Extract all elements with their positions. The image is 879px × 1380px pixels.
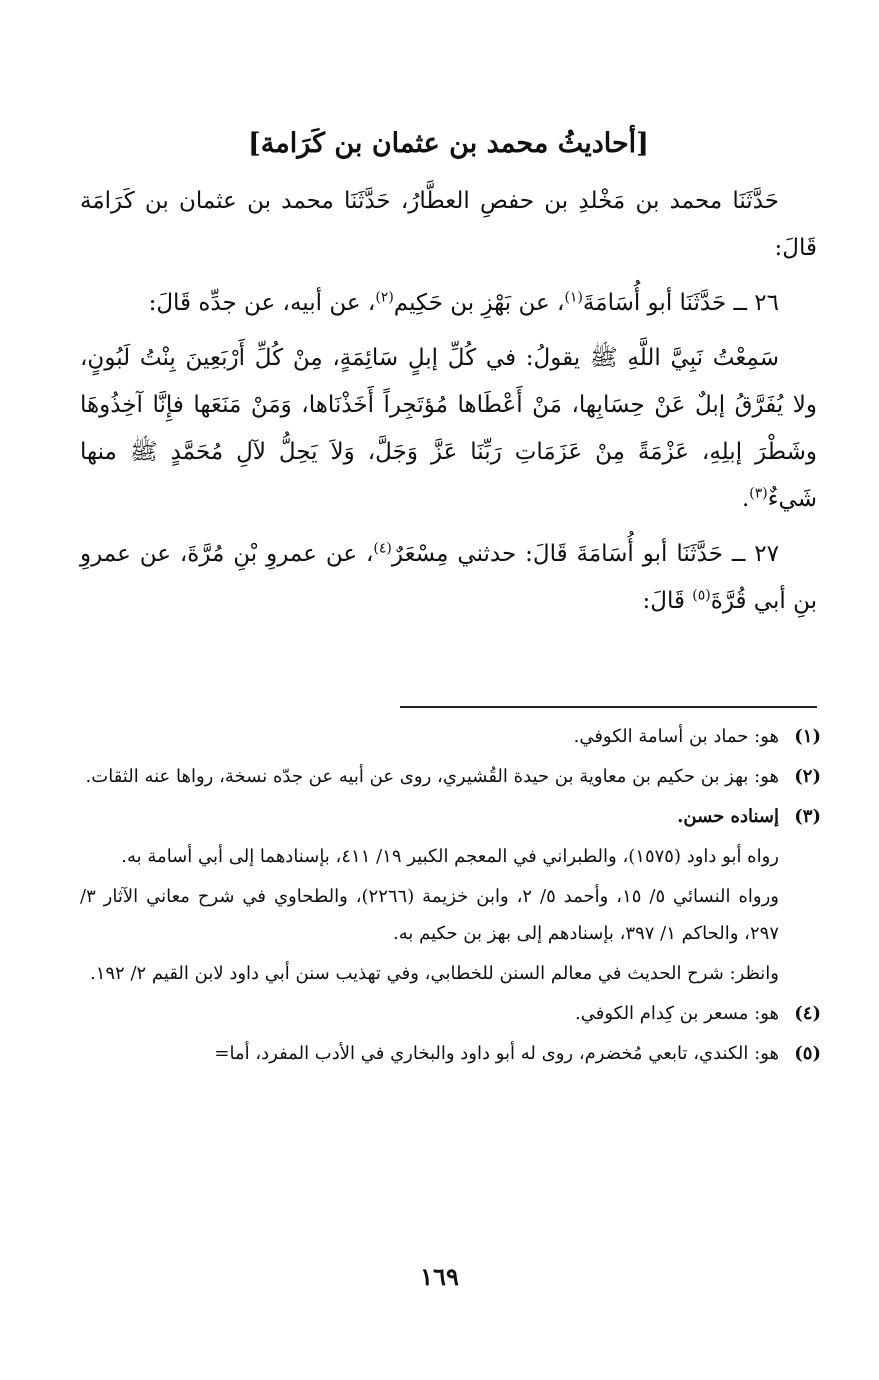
footnote-1-number: (١) — [794, 726, 821, 747]
footnote-5 — [80, 1035, 821, 1072]
hadith-27-chain-text-c: قَالَ: — [642, 588, 693, 614]
footnote-1-text: هو: حماد بن أسامة الكوفي. — [573, 726, 779, 747]
footnote-ref-3[interactable]: (٣) — [749, 485, 768, 502]
hadith-26-chain-text-a: ٢٦ ــ حَدَّثَنَا أبو أُسَامَةَ — [582, 290, 779, 316]
hadith-27-chain-text-b: ، عن عمروِ بْنِ مُرَّةَ، عن عمروِ بنِ أبي قُرَّةَ — [80, 541, 817, 614]
footnote-ref-4[interactable]: (٤) — [373, 540, 392, 557]
footnote-3 — [80, 798, 821, 835]
footnote-4-text: هو: مسعر بن كِدام الكوفي. — [575, 1003, 779, 1024]
footnote-1 — [80, 718, 821, 755]
hadith-26-text — [80, 335, 817, 523]
footnote-4 — [80, 995, 821, 1032]
footnote-3-sub-1: رواه أبو داود (١٥٧٥)، والطبراني في المعجم الكبير ١٩/ ٤١١، بإسنادهما إلى أبي أسامة به. — [121, 846, 779, 867]
footnote-2-text: هو: بهز بن حكيم بن معاوية بن حيدة القُشيري، روى عن أبيه عن جدّه نسخة، رواها عنه الثقات. — [85, 766, 779, 787]
footnote-2 — [80, 758, 821, 795]
footnote-ref-1[interactable]: (١) — [564, 289, 583, 306]
footnote-2-number: (٢) — [794, 766, 821, 787]
main-text — [80, 118, 817, 633]
footnote-3-text: إسناده حسن. — [677, 806, 779, 827]
footnote-ref-2[interactable]: (٢) — [375, 289, 394, 306]
section-title: [أحاديثُ محمد بن عثمان بن كَرَامة] — [248, 128, 649, 159]
page-number: ١٦٩ — [420, 1262, 459, 1291]
footnote-3-number: (٣) — [794, 806, 821, 827]
chain-intro-text: حَدَّثَنَا محمد بن مَخْلدِ بن حفصِ العطَّارُ، حَدَّثَنَا محمد بن عثمان بن كَرَامَة قَالَ: — [80, 188, 817, 261]
hadith-26-end: . — [741, 486, 750, 512]
hadith-27-chain — [80, 531, 817, 625]
footnotes — [80, 718, 821, 1075]
footnote-3-sub-3: وانظر: شرح الحديث في معالم السنن للخطابي، وفي تهذيب سنن أبي داود لابن القيم ٢/ ١٩٢. — [89, 963, 779, 984]
chain-intro — [80, 178, 817, 272]
hadith-26-body: سَمِعْتُ نَبِيَّ اللَّهِ ﷺ يقولُ: في كُلِّ إبلٍ سَائِمَةٍ، مِنْ كُلِّ أَرْبَعِينَ بِنْتُ لَبُونٍ، ولا يُفَرَّقُ إبلٌ عَنْ حِسَابِها، مَنْ أَعْطَاها مُؤتَجِراً أَخَذْنَاها، وَمَنْ مَنَعَها فإِنَّا آخِذُوهَا وشَطْرَ إبلِهِ، عَزْمَةً مِنْ عَزَمَاتِ رَبِّنَا عَزَّ وَجَلَّ، وَلاَ يَحِلُّ لآلِ مُحَمَّدٍ ﷺ منها شَيءٌ — [80, 345, 817, 512]
footnote-ref-5[interactable]: (٥) — [692, 587, 711, 604]
footnote-5-text: هو: الكندي، تابعي مُخضرم، روى له أبو داود والبخاري في الأدب المفرد، أما= — [214, 1043, 779, 1064]
footnote-4-number: (٤) — [794, 1003, 821, 1024]
hadith-26-chain-text-b: ، عن بَهْزِ بن حَكِيم — [393, 290, 565, 316]
footnote-3-sub-2: ورواه النسائي ٥/ ١٥، وأحمد ٥/ ٢، وابن خزيمة (٢٢٦٦)، والطحاوي في شرح معاني الآثار ٣/ ٢٩٧، والحاكم ١/ ٣٩٧، بإسنادهم إلى بهز بن حكيم به. — [80, 886, 779, 944]
hadith-26-chain-text-c: ، عن أبيه، عن جدِّه قَالَ: — [148, 290, 376, 316]
hadith-27-chain-text-a: ٢٧ ــ حَدَّثَنَا أبو أُسَامَةَ قَالَ: حدثني مِسْعَرٌ — [391, 541, 779, 567]
hadith-26-chain — [80, 280, 817, 327]
footnote-divider — [400, 706, 817, 708]
footnote-5-number: (٥) — [794, 1043, 821, 1064]
